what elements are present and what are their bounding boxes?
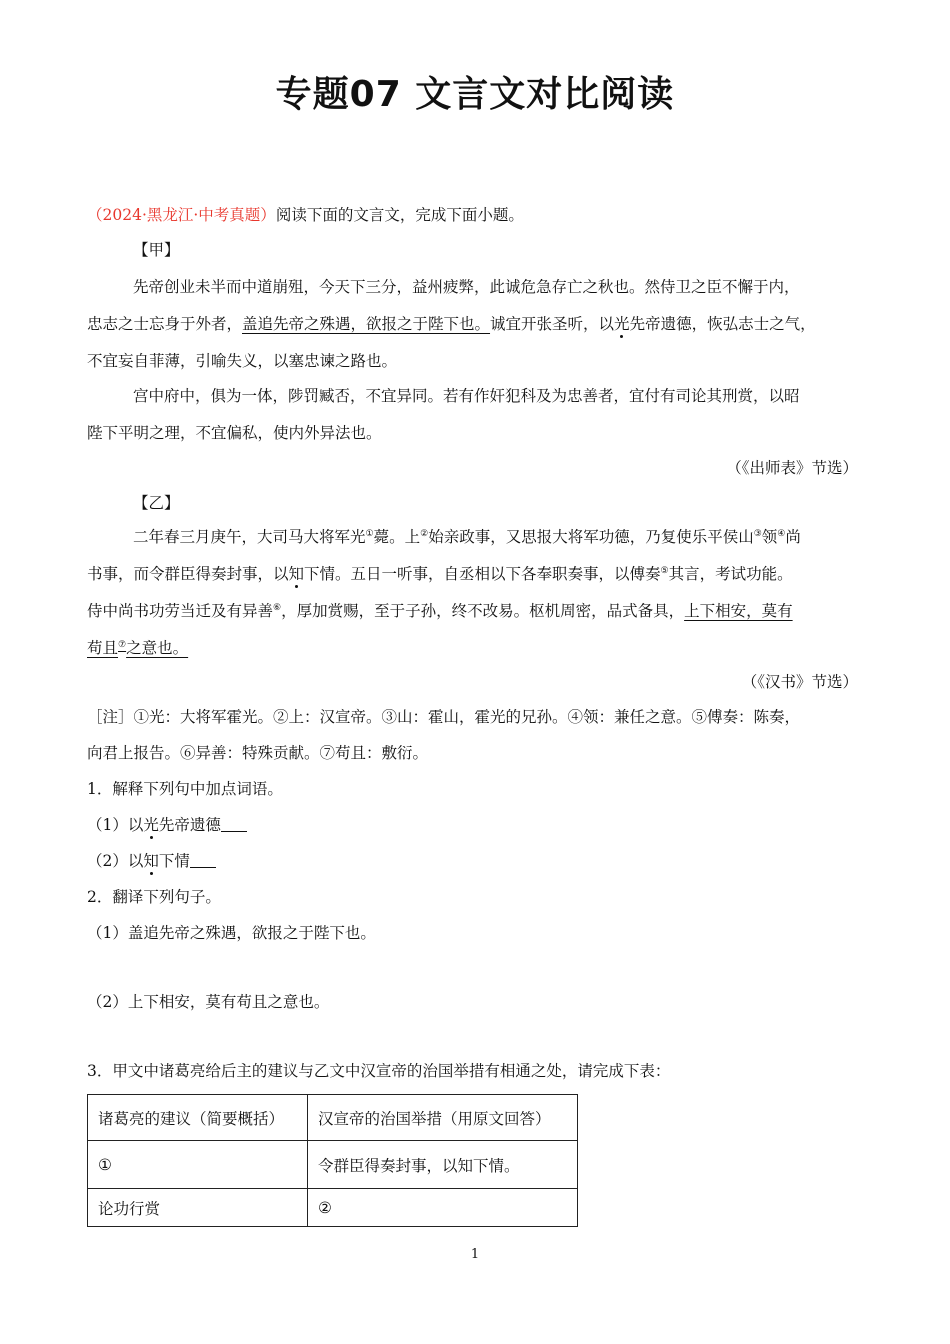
table-cell: 论功行赏 (88, 1189, 308, 1227)
jia-source: （《出师表》节选） (726, 459, 858, 477)
table-header-row (88, 1095, 578, 1141)
question-2-item-2: （2）上下相安，莫有苟且之意也。 (87, 993, 330, 1011)
yi-underlined-sentence-part2: 苟且 (87, 639, 119, 657)
question-2-item-1: （1）盖追先帝之殊遇，欲报之于陛下也。 (87, 924, 376, 942)
note-mark: ⑤ (660, 565, 669, 576)
dotted-word-guang: 光 (614, 315, 630, 333)
intro-line (87, 204, 524, 226)
answer-blank[interactable] (221, 817, 247, 832)
note-mark: ③ (753, 528, 762, 539)
jia-underlined-sentence: 盖追先帝之殊遇，欲报之于陛下也。 (242, 315, 491, 333)
note-mark: ⑥ (273, 602, 282, 613)
page-number: 1 (470, 1247, 480, 1262)
table-header-cell: 汉宣帝的治国举措（用原文回答） (308, 1095, 578, 1141)
dotted-word-zhi: 知 (288, 565, 305, 583)
jia-line-4: 宫中府中，俱为一体，陟罚臧否，不宜异同。若有作奸犯科及为忠善者，宜付有司论其刑赏，以昭 (133, 387, 800, 405)
dotted-word-zhi: 知 (143, 852, 159, 870)
dotted-word-guang: 光 (143, 816, 159, 834)
note-mark: ④ (777, 528, 786, 539)
table-row (88, 1141, 578, 1189)
yi-label: 【乙】 (133, 494, 180, 512)
jia-line-3: 不宜妄自菲薄，引喻失义，以塞忠谏之路也。 (87, 352, 398, 370)
question-1-item-2: （2）以知下情 (87, 850, 216, 872)
note-mark: ② (420, 528, 429, 539)
note-mark: ① (365, 528, 374, 539)
question-1-item-1: （1）以光先帝遗德 (87, 814, 247, 836)
instruction-text: 阅读下面的文言文，完成下面小题。 (275, 206, 524, 224)
table-cell[interactable]: ② (308, 1189, 578, 1227)
jia-line-1: 先帝创业未半而中道崩殂，今天下三分，益州疲弊，此诚危急存亡之秋也。然侍卫之臣不懈于内， (133, 278, 800, 296)
source-tag: （2024·黑龙江·中考真题） (87, 206, 276, 224)
answer-blank[interactable] (190, 853, 216, 868)
jia-label: 【甲】 (133, 241, 180, 259)
yi-line-4: 苟且⑦之意也。 (87, 639, 189, 657)
jia-line-2: 忠志之士忘身于外者，盖追先帝之殊遇，欲报之于陛下也。诚宜开张圣听，以光先帝遗德，恢弘志士之气， (87, 315, 816, 333)
yi-line-2: 书事，而令群臣得奏封事，以知下情。五日一听事，自丞相以下各奉职奏事，以傅奏⑤其言，考试功能。 (87, 565, 793, 583)
yi-line-3: 侍中尚书功劳当迁及有异善⑥，厚加赏赐，至于子孙，终不改易。枢机周密，品式备具，上下相安，莫有 (87, 602, 793, 620)
yi-line-1: 二年春三月庚午，大司马大将军光①薨。上②始亲政事，又思报大将军功德，乃复使乐平侯山③领④尚 (133, 528, 801, 546)
table-cell: 令群臣得奏封事，以知下情。 (308, 1141, 578, 1189)
question-3-stem: 3．甲文中诸葛亮给后主的建议与乙文中汉宣帝的治国举措有相通之处，请完成下表： (87, 1062, 671, 1080)
table-header-cell: 诸葛亮的建议（简要概括） (88, 1095, 308, 1141)
yi-underlined-sentence-part1: 上下相安，莫有 (684, 602, 793, 620)
table-cell[interactable]: ① (88, 1141, 308, 1189)
table-row (88, 1189, 578, 1227)
question-1-stem: 1．解释下列句中加点词语。 (87, 780, 283, 798)
jia-line-5: 陛下平明之理，不宜偏私，使内外异法也。 (87, 424, 382, 442)
note-mark: ⑦ (118, 639, 127, 650)
page-title: 专题07 文言文对比阅读 (275, 74, 675, 115)
yi-source: （《汉书》节选） (741, 673, 858, 691)
answer-table (87, 1094, 578, 1227)
notes-line-1: ［注］①光：大将军霍光。②上：汉宣帝。③山：霍山，霍光的兄孙。④领：兼任之意。⑤傅奏：陈奏， (87, 708, 801, 726)
question-2-stem: 2．翻译下列句子。 (87, 888, 221, 906)
notes-line-2: 向君上报告。⑥异善：特殊贡献。⑦苟且：敷衍。 (87, 744, 429, 762)
